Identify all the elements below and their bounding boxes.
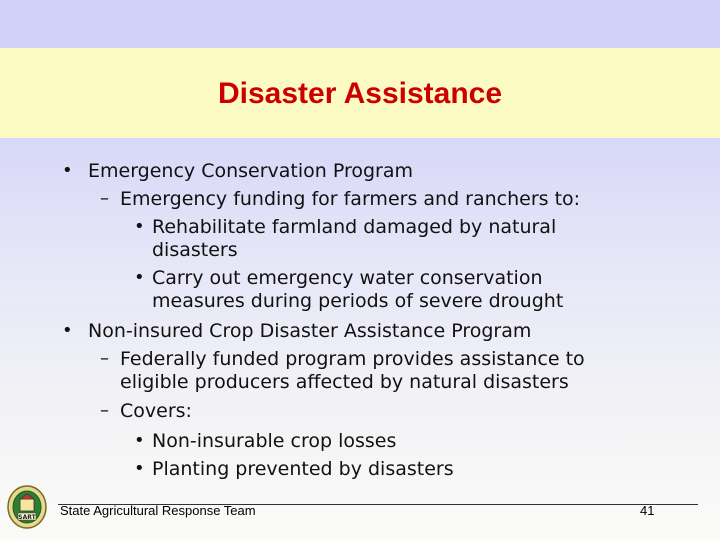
bullet-icon: • <box>134 267 145 288</box>
list-item: Federally funded program provides assistance to <box>120 348 585 370</box>
dash-icon: – <box>100 400 109 421</box>
bullet-icon: • <box>134 458 145 479</box>
bullet-icon: • <box>62 320 73 341</box>
bullet-icon: • <box>62 160 73 181</box>
list-item: Planting prevented by disasters <box>152 458 454 480</box>
svg-text:SART: SART <box>18 514 36 521</box>
bullet-icon: • <box>134 430 145 451</box>
dash-icon: – <box>100 348 109 369</box>
list-item: Non-insurable crop losses <box>152 430 397 452</box>
page-number: 41 <box>640 503 655 518</box>
list-item: Carry out emergency water conservation <box>152 267 543 289</box>
list-item-continued: disasters <box>152 239 238 261</box>
list-item: Emergency Conservation Program <box>88 160 414 182</box>
list-item: Non-insured Crop Disaster Assistance Program <box>88 320 532 342</box>
list-item-continued: eligible producers affected by natural disasters <box>120 371 569 393</box>
slide-title: Disaster Assistance <box>217 77 503 110</box>
list-item: Rehabilitate farmland damaged by natural <box>152 216 557 238</box>
bullet-icon: • <box>134 216 145 237</box>
footer-text: State Agricultural Response Team <box>60 503 256 518</box>
dash-icon: – <box>100 188 109 209</box>
sart-logo-icon <box>6 484 48 530</box>
list-item-continued: measures during periods of severe drought <box>152 290 564 312</box>
list-item: Emergency funding for farmers and ranchers to: <box>120 188 581 210</box>
list-item: Covers: <box>120 400 192 422</box>
